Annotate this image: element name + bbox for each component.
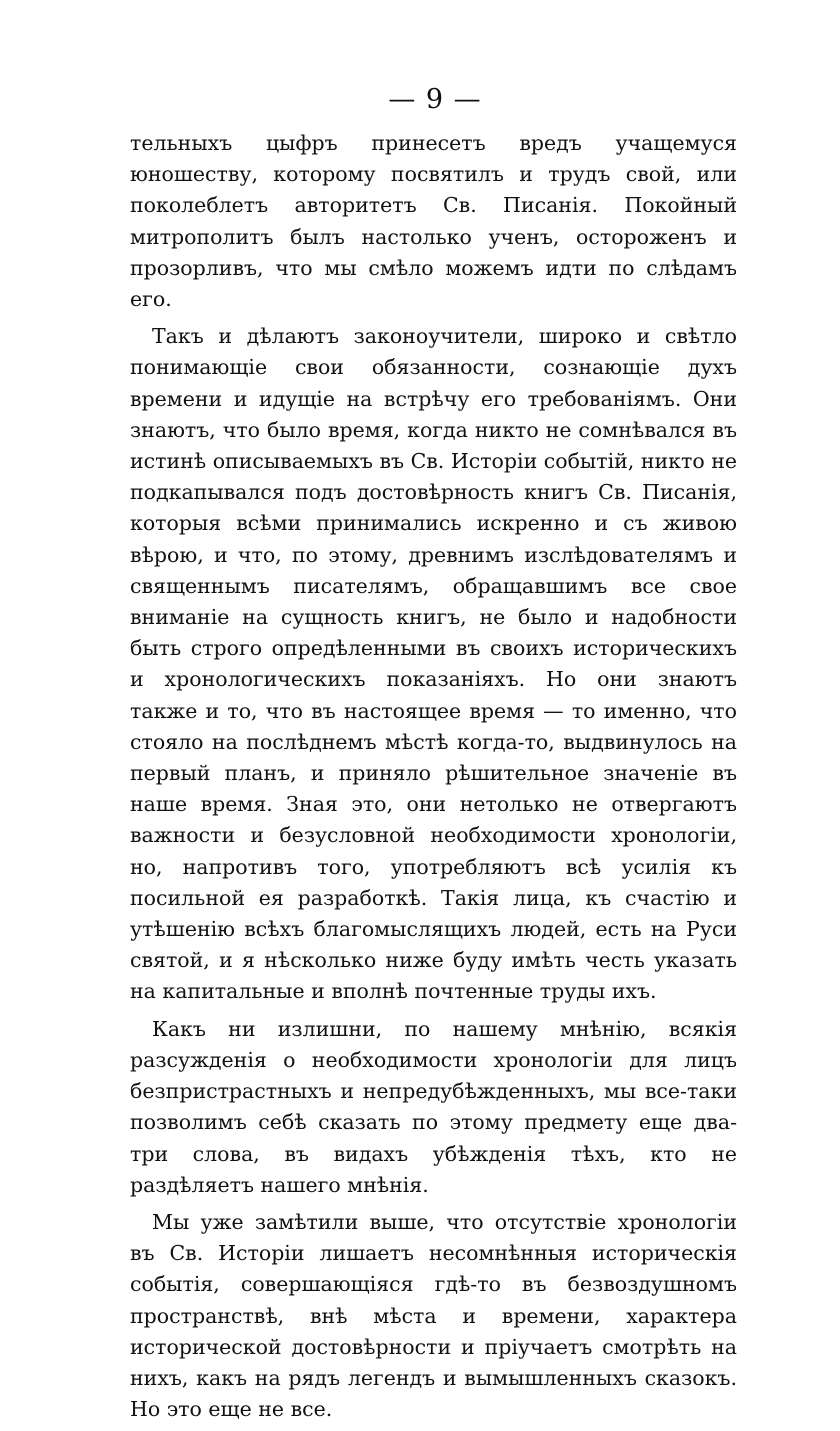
paragraph-3: Какъ ни излишни, по нашему мнѣнію, всякія разсужденія о необходимости хронологіи для лицъ безпристрастныхъ и непредубѣжденныхъ, мы все-таки позволимъ себѣ сказать по этому предмету еще два-три слова, въ видахъ убѣжденія тѣхъ, кто не раздѣляетъ нашего мнѣнія. xyxy=(130,1016,737,1197)
body-text xyxy=(130,128,737,1431)
paragraph-4: Мы уже замѣтили выше, что отсутствіе хронологіи въ Св. Исторіи лишаетъ несомнѣнныя историческія событія, совершающіяся гдѣ-то въ безвоздушномъ пространствѣ, внѣ мѣста и времени, характера исторической достовѣрности и пріучаетъ смотрѣть на нихъ, какъ на рядъ легендъ и вымышленныхъ сказокъ. Но это еще не все. xyxy=(130,1209,737,1422)
paragraph-1: тельныхъ цыфръ принесетъ вредъ учащемуся юношеству, которому посвятилъ и трудъ свой, или поколеблетъ авторитетъ Св. Писанія. Покойный митрополитъ былъ настолько ученъ, остороженъ и прозорливъ, что мы смѣло можемъ идти по слѣдамъ его. xyxy=(130,131,737,312)
page-number: — 9 — xyxy=(388,84,482,115)
paragraph-2: Такъ и дѣлаютъ законоучители, широко и свѣтло понимающіе свои обязанности, сознающіе духъ времени и идущіе на встрѣчу его требованіямъ. Они знаютъ, что было время, когда никто не сомнѣвался въ истинѣ описываемыхъ въ Св. Исторіи событій, никто не подкапывался подъ достовѣрность книгъ Св. Писанія, которыя всѣми принимались искренно и съ живою вѣрою, и что, по этому, древнимъ изслѣдователямъ и священнымъ писателямъ, обращавшимъ все свое вниманіе на сущность книгъ, не было и надобности быть строго опредѣленными въ своихъ историческихъ и хронологическихъ показаніяхъ. Но они знаютъ также и то, что въ настоящее время — то именно, что стояло на послѣднемъ мѣстѣ когда-то, выдвинулось на первый планъ, и приняло рѣшительное значеніе въ наше время. Зная это, они нетолько не отвергаютъ важности и безусловной необходимости хронологіи, но, напротивъ того, употребляютъ всѣ усилія къ посильной ея разработкѣ. Такія лица, къ счастію и утѣшенію всѣхъ благомыслящихъ людей, есть на Руси святой, и я нѣсколько ниже буду имѣть честь указать на капитальные и вполнѣ почтенные труды ихъ. xyxy=(130,324,737,1004)
